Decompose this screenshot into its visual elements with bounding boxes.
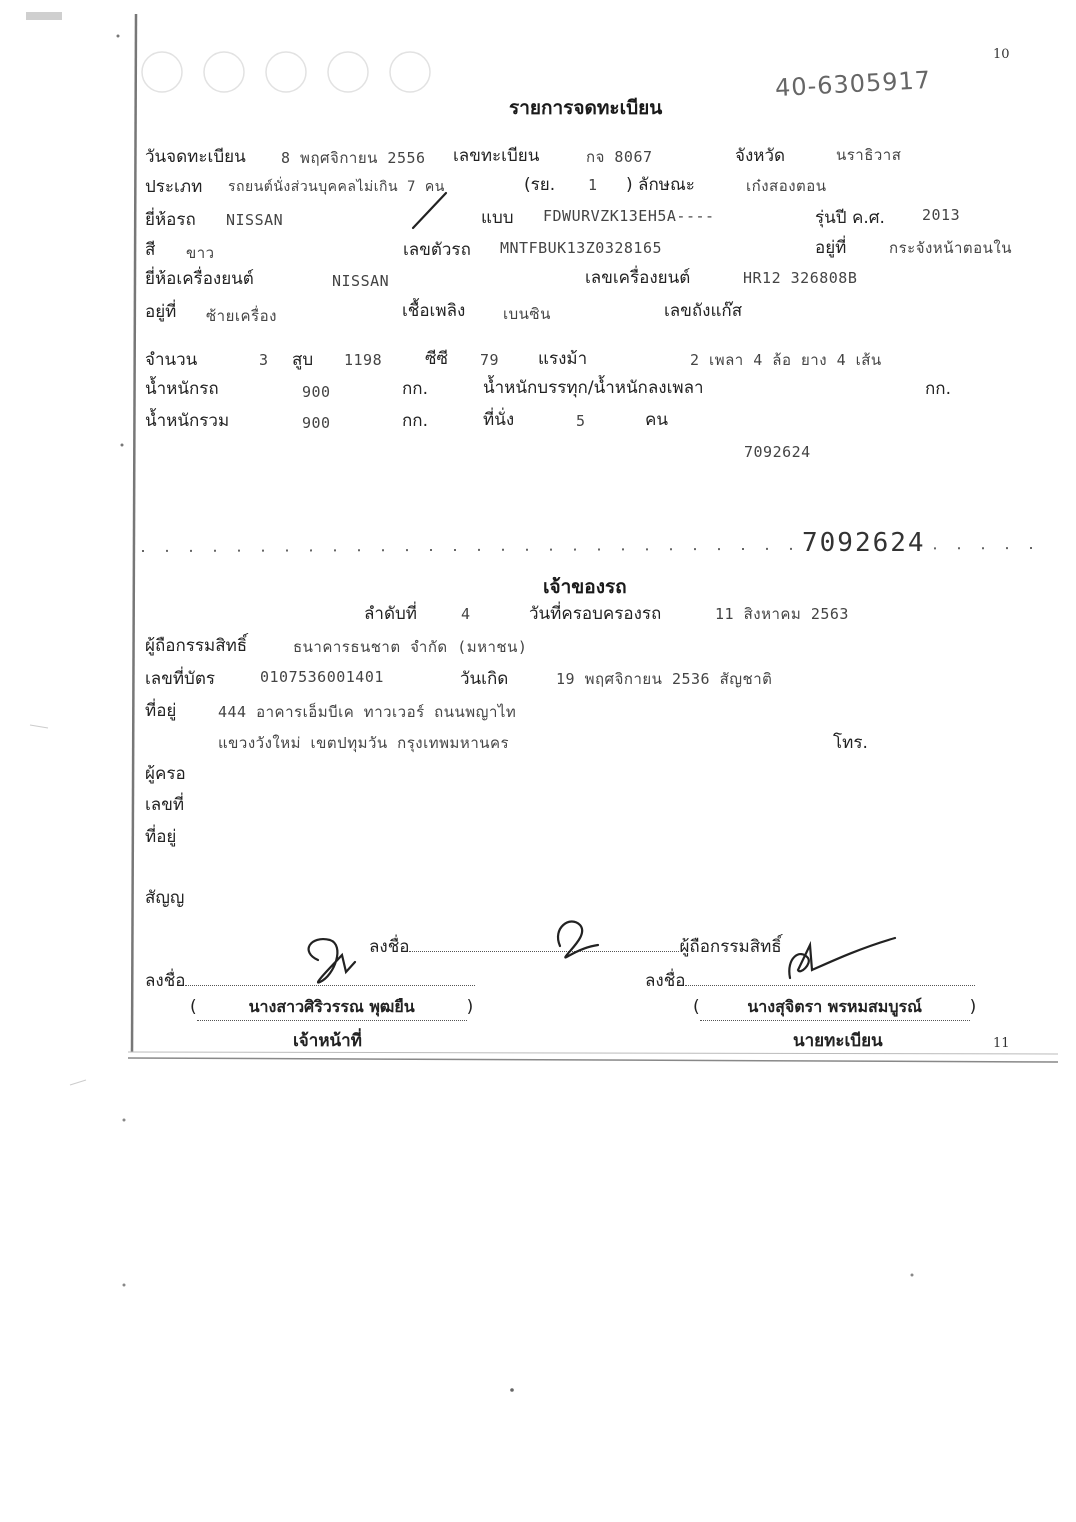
vehicle-weight: 900 [302,383,331,401]
gross-weight: 900 [302,414,331,432]
occupant-address-label: ที่อยู่ [145,827,177,847]
engine-brand: NISSAN [332,272,390,290]
sign-label: ลงชื่อ [145,971,186,991]
registrar-name: นางสุจิตรา พรหมสมบูรณ์ [700,995,970,1021]
address-label: ที่อยู่ [145,701,177,721]
count-label: จำนวน [145,350,198,370]
plate-label: เลขทะเบียน [453,146,540,166]
holder-label: ผู้ถือกรรมสิทธิ์ [145,636,248,656]
seats: 5 [576,412,586,430]
cylinders-label: สูบ [292,350,314,370]
page-number-top: 10 [993,47,1010,62]
registrar-name-bracket: ( นางสุจิตรา พรหมสมบูรณ์ ) [693,995,976,1021]
registration-title: รายการจดทะเบียน [509,97,663,119]
cc-label: ซีซี [425,349,449,369]
load-weight-unit: กก. [925,379,951,399]
fuel-label: เชื้อเพลิง [402,301,466,321]
cylinders: 3 [259,351,269,369]
occupant-label: ผู้ครอ [145,764,186,784]
engine-number-label: เลขเครื่องยนต์ [585,268,691,288]
weight-unit: กก. [402,379,428,399]
card-number: 0107536001401 [260,668,384,686]
seats-label: ที่นั่ง [483,410,515,430]
gross-weight-label: น้ำหนักรวม [145,411,230,431]
color-label: สี [145,240,156,260]
engine-number: HR12 326808B [743,269,858,287]
chassis-label: เลขตัวรถ [403,240,471,260]
gross-weight-unit: กก. [402,411,428,431]
holder-sign-suffix: ผู้ถือกรรมสิทธิ์ [679,937,782,957]
handwritten-reference: 40-6305917 [774,65,932,103]
birth-date-label: วันเกิด [460,669,509,689]
brand: NISSAN [226,211,284,229]
owner-title: เจ้าของรถ [543,576,627,598]
birth-date: 19 พฤศจิกายน 2536 สัญชาติ [556,670,773,688]
axles-wheels: 2 เพลา 4 ล้อ ยาง 4 เส้น [690,351,882,369]
horsepower-label: แรงม้า [538,349,588,369]
chassis-location-label: อยู่ที่ [815,238,847,258]
color: ขาว [186,244,215,262]
possession-date: 11 สิงหาคม 2563 [715,605,849,623]
weight-label: น้ำหนักรถ [145,379,219,399]
document-number: 7092624 [744,443,811,461]
type-label: ประเภท [145,177,203,197]
reg-date-label: วันจดทะเบียน [145,147,246,167]
page-number-bottom: 11 [993,1036,1010,1051]
type-code-open: (รย. [524,175,556,195]
reg-date: 8 พฤศจิกายน 2556 [281,149,426,167]
year-label: รุ่นปี ค.ศ. [815,208,885,228]
sign-label: ลงชื่อ [369,937,410,957]
engine-location: ซ้ายเครื่อง [206,307,277,325]
officer-title: เจ้าหน้าที่ [293,1031,362,1051]
load-weight-label: น้ำหนักบรรทุก/น้ำหนักลงเพลา [483,378,704,398]
officer-name-bracket: ( นางสาวศิริวรรณ พุฒยืน ) [190,995,473,1021]
possession-date-label: วันที่ครอบครองรถ [529,604,662,624]
address-line-1: 444 อาคารเอ็มบีเค ทาวเวอร์ ถนนพญาไท [218,703,517,721]
model-label: แบบ [481,208,514,228]
order-number: 4 [461,605,471,623]
engine-location-label: อยู่ที่ [145,302,177,322]
brand-label: ยี่ห้อรถ [145,210,196,230]
order-label: ลำดับที่ [364,604,418,624]
province-label: จังหวัด [735,146,786,166]
type-code: 1 [588,176,598,194]
horsepower: 79 [480,351,500,369]
chassis-number: MNTFBUK13Z0328165 [500,239,663,257]
engine-cc: 1198 [344,351,383,369]
seats-unit: คน [645,410,668,430]
document-number-stamp: 7092624 [798,528,930,558]
card-number-label: เลขที่บัตร [145,669,216,689]
officer-name: นางสาวศิริวรรณ พุฒยืน [197,995,467,1021]
province: นราธิวาส [836,146,902,164]
engine-brand-label: ยี่ห้อเครื่องยนต์ [145,269,254,289]
phone-label: โทร. [833,733,868,753]
occupant-number-label: เลขที่ [145,795,185,815]
model-year: 2013 [922,206,961,224]
contract-label: สัญญ [145,888,185,908]
gas-tank-label: เลขถังแก๊ส [664,301,743,321]
model: FDWURVZK13EH5A---- [543,207,715,225]
plate-number: กจ 8067 [586,148,653,166]
holder-name: ธนาคารธนชาต จำกัด (มหาชน) [293,638,528,656]
fuel-type: เบนซิน [503,305,551,323]
sign-label: ลงชื่อ [645,971,686,991]
body-style: เก๋งสองตอน [746,177,827,195]
address-line-2: แขวงวังใหม่ เขตปทุมวัน กรุงเทพมหานคร [218,734,510,752]
registrar-title: นายทะเบียน [793,1031,883,1051]
chassis-location: กระจังหน้าตอนใน [889,239,1012,257]
vehicle-type: รถยนต์นั่งส่วนบุคคลไม่เกิน 7 คน [228,179,445,195]
style-label: ) ลักษณะ [626,175,695,195]
